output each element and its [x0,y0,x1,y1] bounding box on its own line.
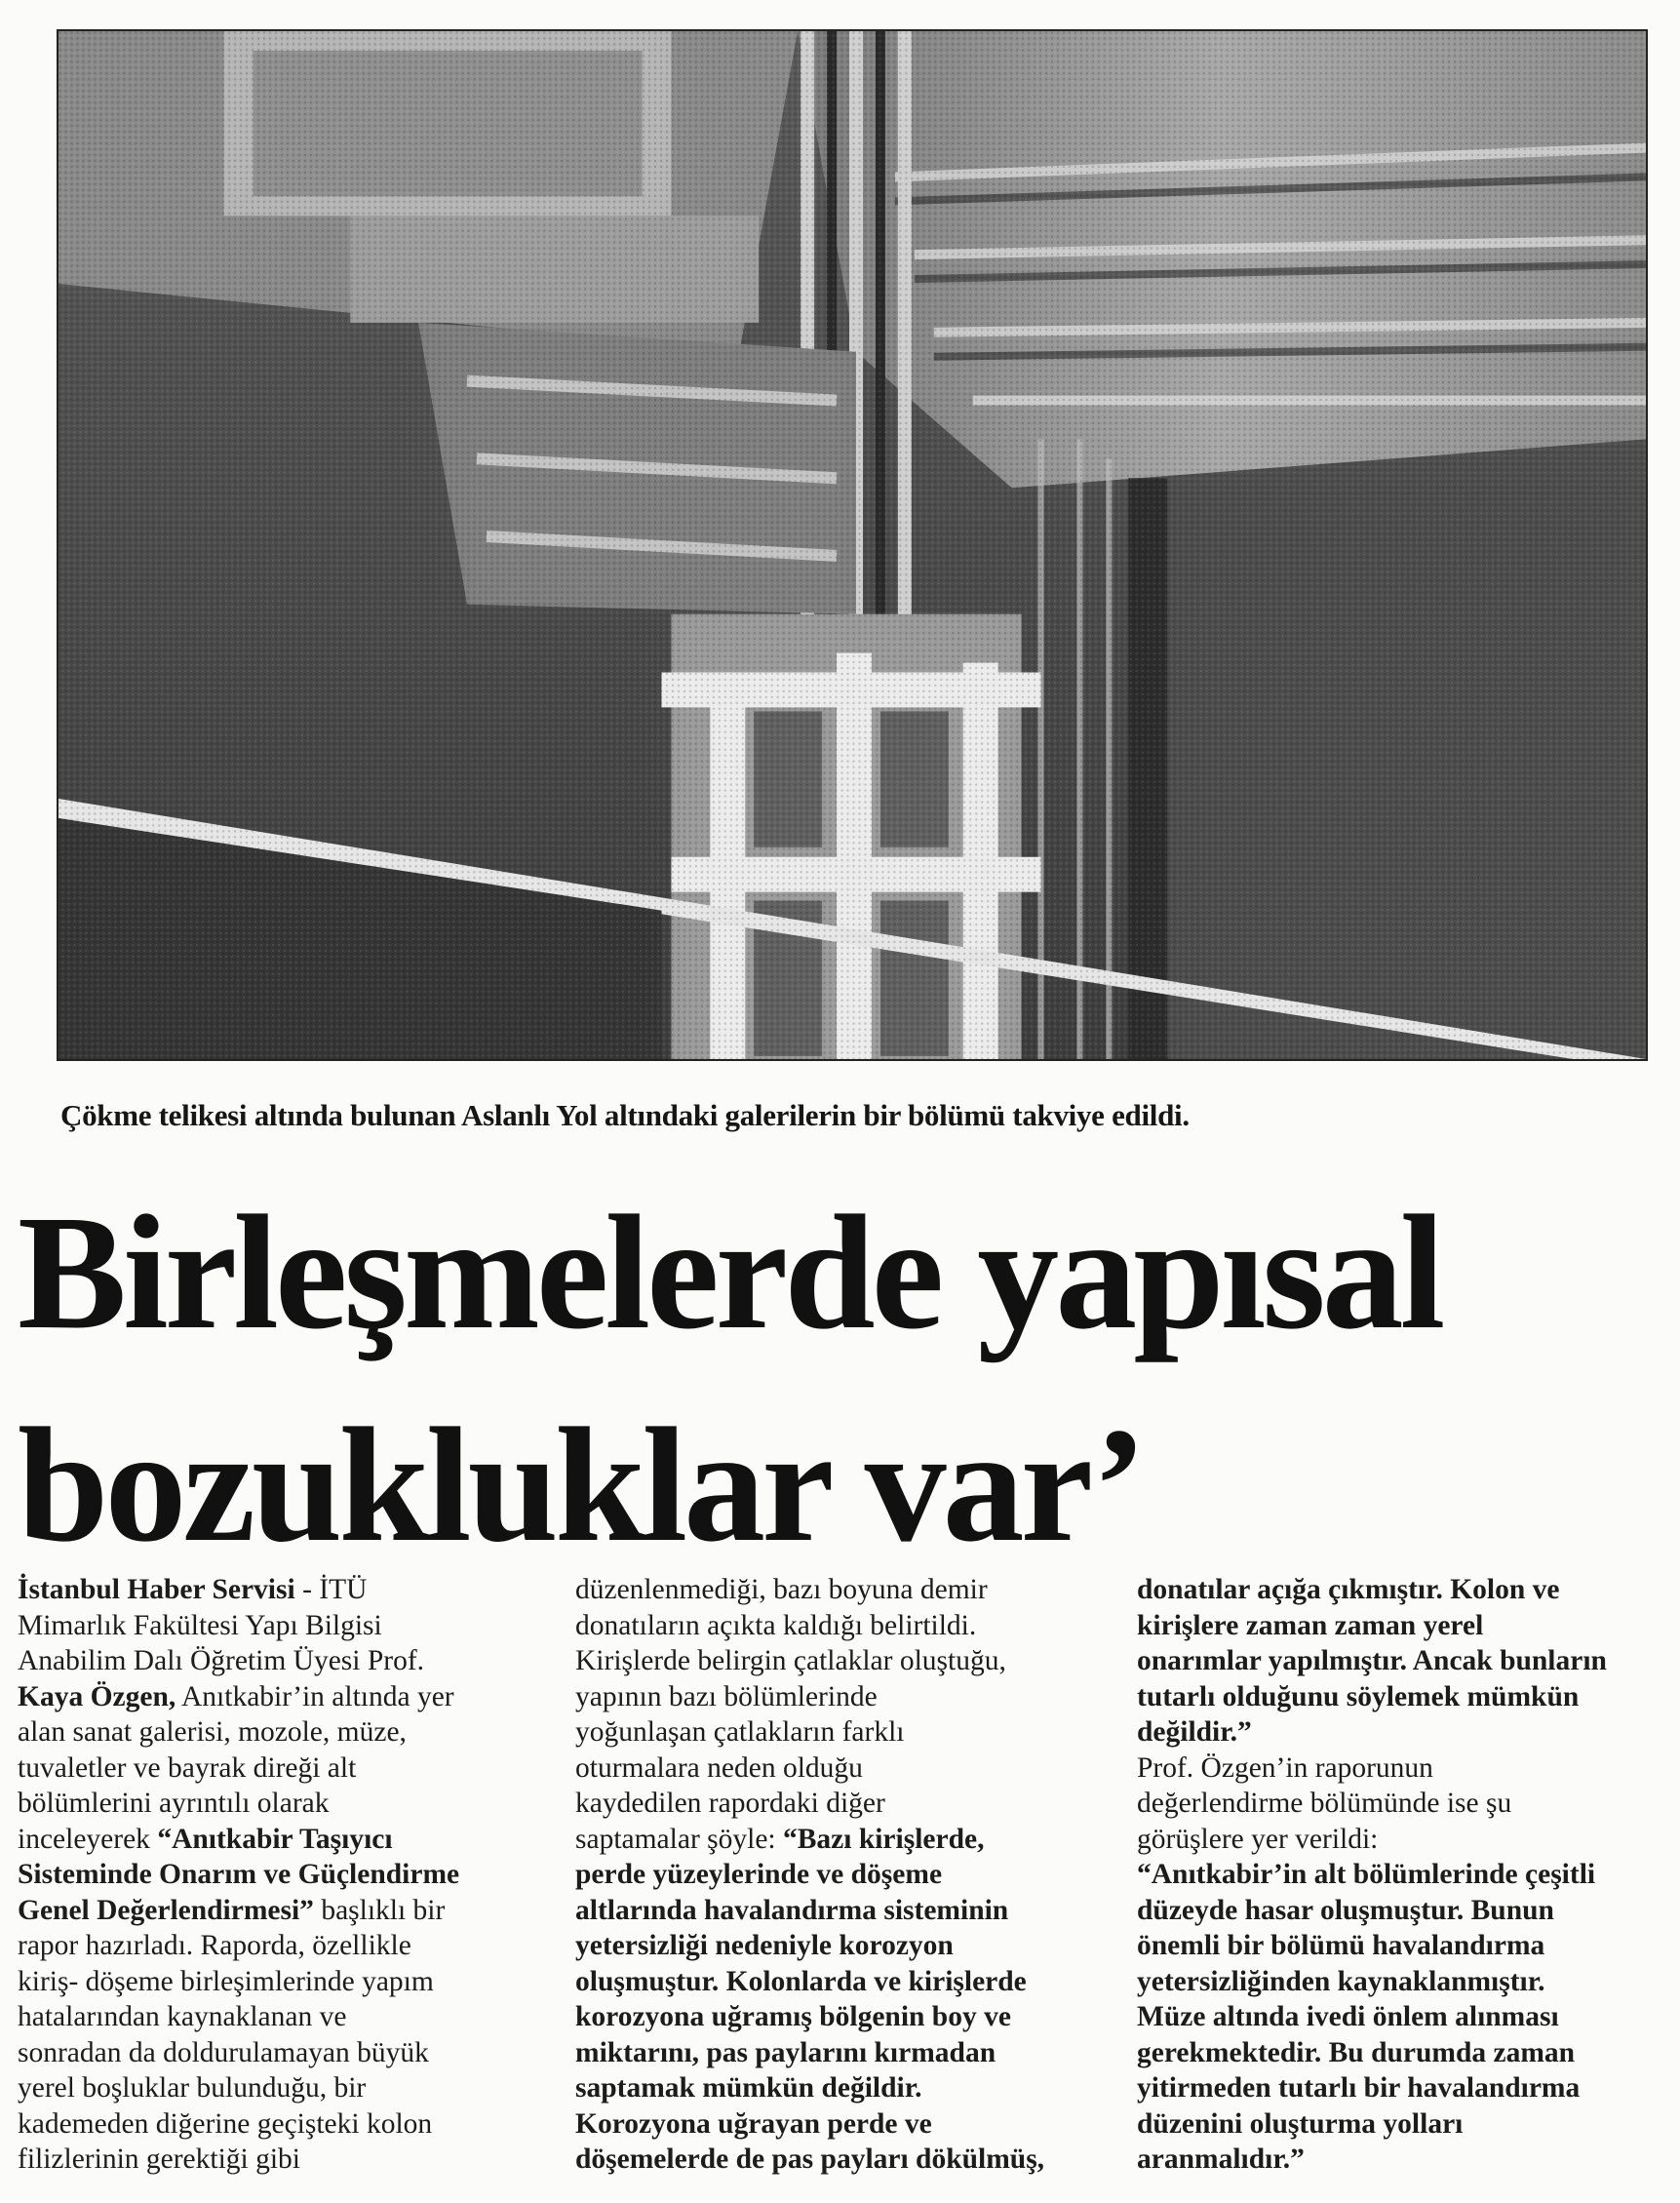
body-line: önemli bir bölümü havalandırma [1137,1930,1545,1961]
body-line: İstanbul Haber Servisi - İTÜ [18,1574,368,1605]
body-line: hatalarından kaynaklanan ve [18,2001,347,2032]
body-line: değildir.” [1137,1716,1252,1748]
body-line: rapor hazırladı. Raporda, özellikle [18,1930,411,1961]
body-line: tutarlı olduğunu söylemek mümkün [1137,1680,1580,1712]
body-line: kademeden diğerine geçişteki kolon [18,2107,433,2140]
body-line: Prof. Özgen’in raporunun [1137,1751,1433,1784]
body-line: Genel Değerlendirmesi” başlıklı bir [18,1894,446,1926]
body-line: görüşlere yer verildi: [1137,1823,1379,1855]
article-body [18,1572,1665,2196]
gallery-photo [57,29,1648,1061]
article-column-3 [1137,1572,1663,2178]
body-line: oluşmuştur. Kolonlarda ve kirişlerde [575,1965,1027,1997]
body-line: perde yüzeylerinde ve döşeme [575,1859,943,1890]
body-line: aranmalıdır.” [1137,2144,1305,2175]
body-line: Sisteminde Onarım ve Güçlendirme [18,1859,460,1890]
body-line: inceleyerek “Anıtkabir Taşıyıcı [18,1823,393,1855]
photo-caption: Çökme telikesi altında bulunan Aslanlı Yol altındaki galerilerin bir bölümü takviye edildi. [60,1098,1190,1132]
body-line: Müze altında ivedi önlem alınması [1137,2001,1559,2032]
gallery-photo-image [59,31,1646,1059]
body-line: değerlendirme bölümünde ise şu [1137,1788,1512,1819]
headline-line-2: bozukluklar var’ [18,1395,1144,1576]
body-line: Anabilim Dalı Öğretim Üyesi Prof. [18,1645,425,1676]
body-line: altlarında havalandırma sisteminin [575,1894,1009,1926]
body-line: oturmalara neden olduğu [575,1751,863,1784]
body-line: döşemelerde de pas payları dökülmüş, [575,2144,1045,2175]
body-line: onarımlar yapılmıştır. Ancak bunların [1137,1645,1607,1676]
body-line: yapının bazı bölümlerinde [575,1680,878,1712]
body-line: kirişlere zaman zaman yerel [1137,1609,1484,1641]
article-column-2 [575,1572,1116,2178]
body-line: yoğunlaşan çatlakların farklı [575,1716,905,1748]
body-line: “Anıtkabir’in alt bölümlerinde çeşitli [1137,1859,1596,1890]
body-line: korozyona uğramış bölgenin boy ve [575,2001,1011,2032]
body-line: kiriş- döşeme birleşimlerinde yapım [18,1965,434,1997]
body-line: düzeyde hasar oluşmuştur. Bunun [1137,1894,1554,1926]
body-line: bölümlerini ayrıntılı olarak [18,1788,330,1819]
body-line: donatıların açıkta kaldığı belirtildi. [575,1609,977,1641]
article-headline [18,1166,1665,1592]
body-line: yetersizliğinden kaynaklanmıştır. [1137,1965,1545,1997]
body-line: miktarını, pas paylarını kırmadan [575,2036,996,2068]
body-line: düzenini oluşturma yolları [1137,2107,1464,2140]
body-line: saptamak mümkün değildir. [575,2072,922,2104]
article-column-1 [18,1572,559,2178]
body-line: kaydedilen rapordaki diğer [575,1788,885,1819]
body-line: Kirişlerde belirgin çatlaklar oluştuğu, [575,1645,1006,1676]
body-line: donatılar açığa çıkmıştır. Kolon ve [1137,1574,1560,1605]
body-line: sonradan da doldurulamayan büyük [18,2036,429,2068]
byline: İstanbul Haber Servisi [18,1574,295,1605]
body-line: Korozyona uğrayan perde ve [575,2107,932,2140]
body-line: Mimarlık Fakültesi Yapı Bilgisi [18,1609,382,1641]
headline-line-1: Birleşmelerde yapısal [18,1182,1442,1363]
body-line: tuvaletler ve bayrak direği alt [18,1751,357,1784]
body-line: Kaya Özgen, Anıtkabir’in altında yer [18,1680,454,1712]
body-line: filizlerinin gerektiği gibi [18,2144,301,2175]
body-line: saptamalar şöyle: “Bazı kirişlerde, [575,1823,985,1855]
body-line: gerekmektedir. Bu durumda zaman [1137,2036,1576,2068]
body-line: yetersizliği nedeniyle korozyon [575,1930,954,1961]
body-line: alan sanat galerisi, mozole, müze, [18,1716,407,1748]
body-line: yitirmeden tutarlı bir havalandırma [1137,2072,1581,2104]
body-line: yerel boşluklar bulunduğu, bir [18,2072,367,2104]
body-line: düzenlenmediği, bazı boyuna demir [575,1574,988,1605]
